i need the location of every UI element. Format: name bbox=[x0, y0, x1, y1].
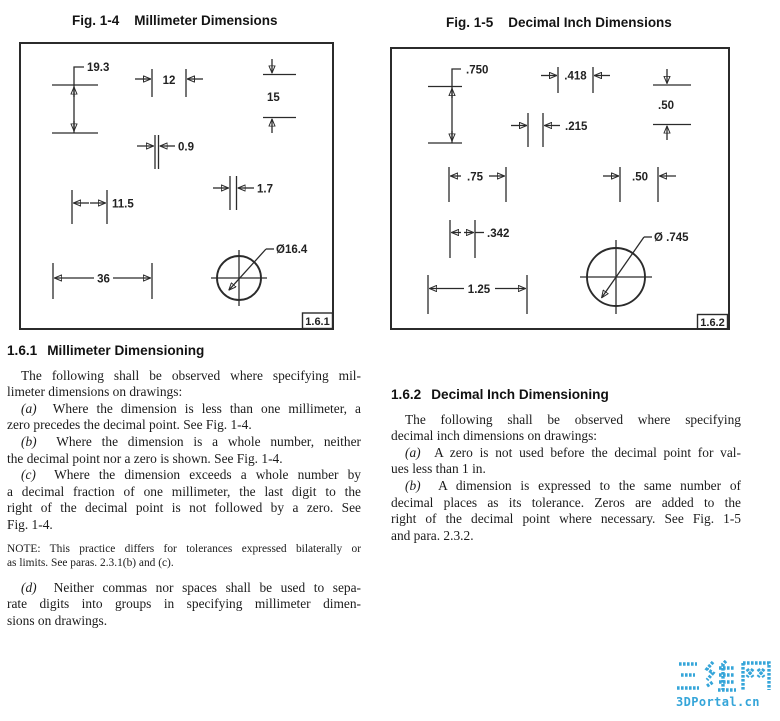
note-paragraph bbox=[7, 542, 361, 570]
dimension-label: 1.7 bbox=[257, 183, 273, 196]
figure-14-title bbox=[72, 13, 278, 28]
dimension-label: 1.25 bbox=[467, 284, 491, 296]
section-1-6-1 bbox=[7, 343, 361, 629]
text-line: zero precedes the decimal point. See Fig. 1-4. bbox=[7, 417, 252, 433]
text-line: decimal inch dimensions on drawings: bbox=[391, 428, 598, 444]
dimension-label: 19.3 bbox=[87, 62, 110, 74]
paragraph bbox=[391, 478, 741, 544]
dimension-label: Ø16.4 bbox=[276, 244, 308, 256]
paragraph bbox=[7, 467, 361, 533]
dimension-label: 11.5 bbox=[112, 198, 134, 211]
figure-14-caption: Millimeter Dimensions bbox=[134, 13, 278, 28]
paragraph bbox=[391, 412, 741, 445]
text-line: decimal places as its tolerance. Zeros are added to the bbox=[391, 494, 741, 510]
figure-15-number: Fig. 1-5 bbox=[446, 15, 494, 30]
text-line: rate digits into groups in specifying millimeter dimen- bbox=[7, 596, 361, 612]
watermark-domain: 3DPortal.cn bbox=[676, 695, 760, 709]
text-line: (c) Where the dimension exceeds a whole number by bbox=[21, 467, 361, 483]
text-line: a decimal fraction of one millimeter, the last digit to the bbox=[7, 483, 361, 499]
text-line: The following shall be observed where specifying mil- bbox=[21, 367, 361, 383]
section-title: Millimeter Dimensioning bbox=[47, 343, 205, 358]
section-1-6-1-body bbox=[7, 368, 361, 630]
section-1-6-1-heading bbox=[7, 343, 361, 360]
figure-14-corner-label: 1.6.1 bbox=[305, 316, 330, 328]
paragraph bbox=[7, 434, 361, 467]
text-line: Fig. 1-4. bbox=[7, 516, 53, 532]
figure-15-caption: Decimal Inch Dimensions bbox=[508, 15, 672, 30]
dimension-label: .50 bbox=[658, 100, 674, 112]
dimension-label: 0.9 bbox=[178, 141, 194, 154]
text-line: sions on drawings. bbox=[7, 612, 108, 628]
dimension-label: .750 bbox=[466, 64, 489, 77]
section-number: 1.6.2 bbox=[391, 387, 422, 402]
text-line: The following shall be observed where specifying bbox=[405, 411, 741, 427]
dimension-label: 12 bbox=[162, 75, 176, 87]
text-line: right of the decimal point where necessary. See Fig. 1-5 bbox=[391, 511, 741, 527]
text-line: and para. 2.3.2. bbox=[391, 527, 474, 543]
dimension-label: .215 bbox=[565, 121, 588, 133]
section-title: Decimal Inch Dimensioning bbox=[431, 387, 609, 402]
text-line: (a) A zero is not used before the decimal point for val- bbox=[405, 444, 741, 460]
dimension-label: .75 bbox=[467, 171, 483, 184]
text-line: as limits. See paras. 2.3.1(b) and (c). bbox=[7, 556, 174, 569]
text-line: (b) Where the dimension is a whole number, neither bbox=[21, 433, 361, 449]
section-1-6-2-body bbox=[391, 412, 741, 545]
section-1-6-2-heading bbox=[391, 387, 741, 404]
paragraph bbox=[7, 368, 361, 401]
dimension-label: Ø .745 bbox=[654, 232, 689, 244]
text-line: the decimal point nor a zero is shown. See Fig. 1-4. bbox=[7, 450, 283, 466]
section-number: 1.6.1 bbox=[7, 343, 38, 358]
figure-15-corner-label: 1.6.2 bbox=[700, 317, 725, 329]
dimension-label: 15 bbox=[267, 92, 280, 104]
watermark-cjk-logo bbox=[676, 660, 772, 694]
dimension-label: .418 bbox=[564, 70, 587, 83]
paragraph bbox=[7, 580, 361, 630]
text-line: (d) Neither commas nor spaces shall be used to sepa- bbox=[21, 579, 361, 595]
text-line: ues less than 1 in. bbox=[391, 461, 486, 477]
text-line: right of the decimal point is not followed by a zero. See bbox=[7, 500, 361, 516]
dimension-label: .342 bbox=[487, 228, 510, 240]
watermark bbox=[676, 660, 774, 709]
figure-14-drawing bbox=[18, 41, 335, 331]
figure-15-title bbox=[446, 15, 672, 30]
text-line: limeter dimensions on drawings: bbox=[7, 384, 183, 400]
section-1-6-2 bbox=[391, 387, 741, 544]
text-line: NOTE: This practice differs for tolerances expressed bilaterally or bbox=[7, 542, 361, 555]
dimension-label: .50 bbox=[632, 171, 648, 184]
dimension-label: 36 bbox=[97, 273, 110, 286]
figure-15-drawing bbox=[389, 46, 731, 331]
paragraph bbox=[391, 445, 741, 478]
figure-14-number: Fig. 1-4 bbox=[72, 13, 120, 28]
text-line: (b) A dimension is expressed to the same number of bbox=[405, 477, 741, 493]
paragraph bbox=[7, 401, 361, 434]
text-line: (a) Where the dimension is less than one millimeter, a bbox=[21, 400, 361, 416]
